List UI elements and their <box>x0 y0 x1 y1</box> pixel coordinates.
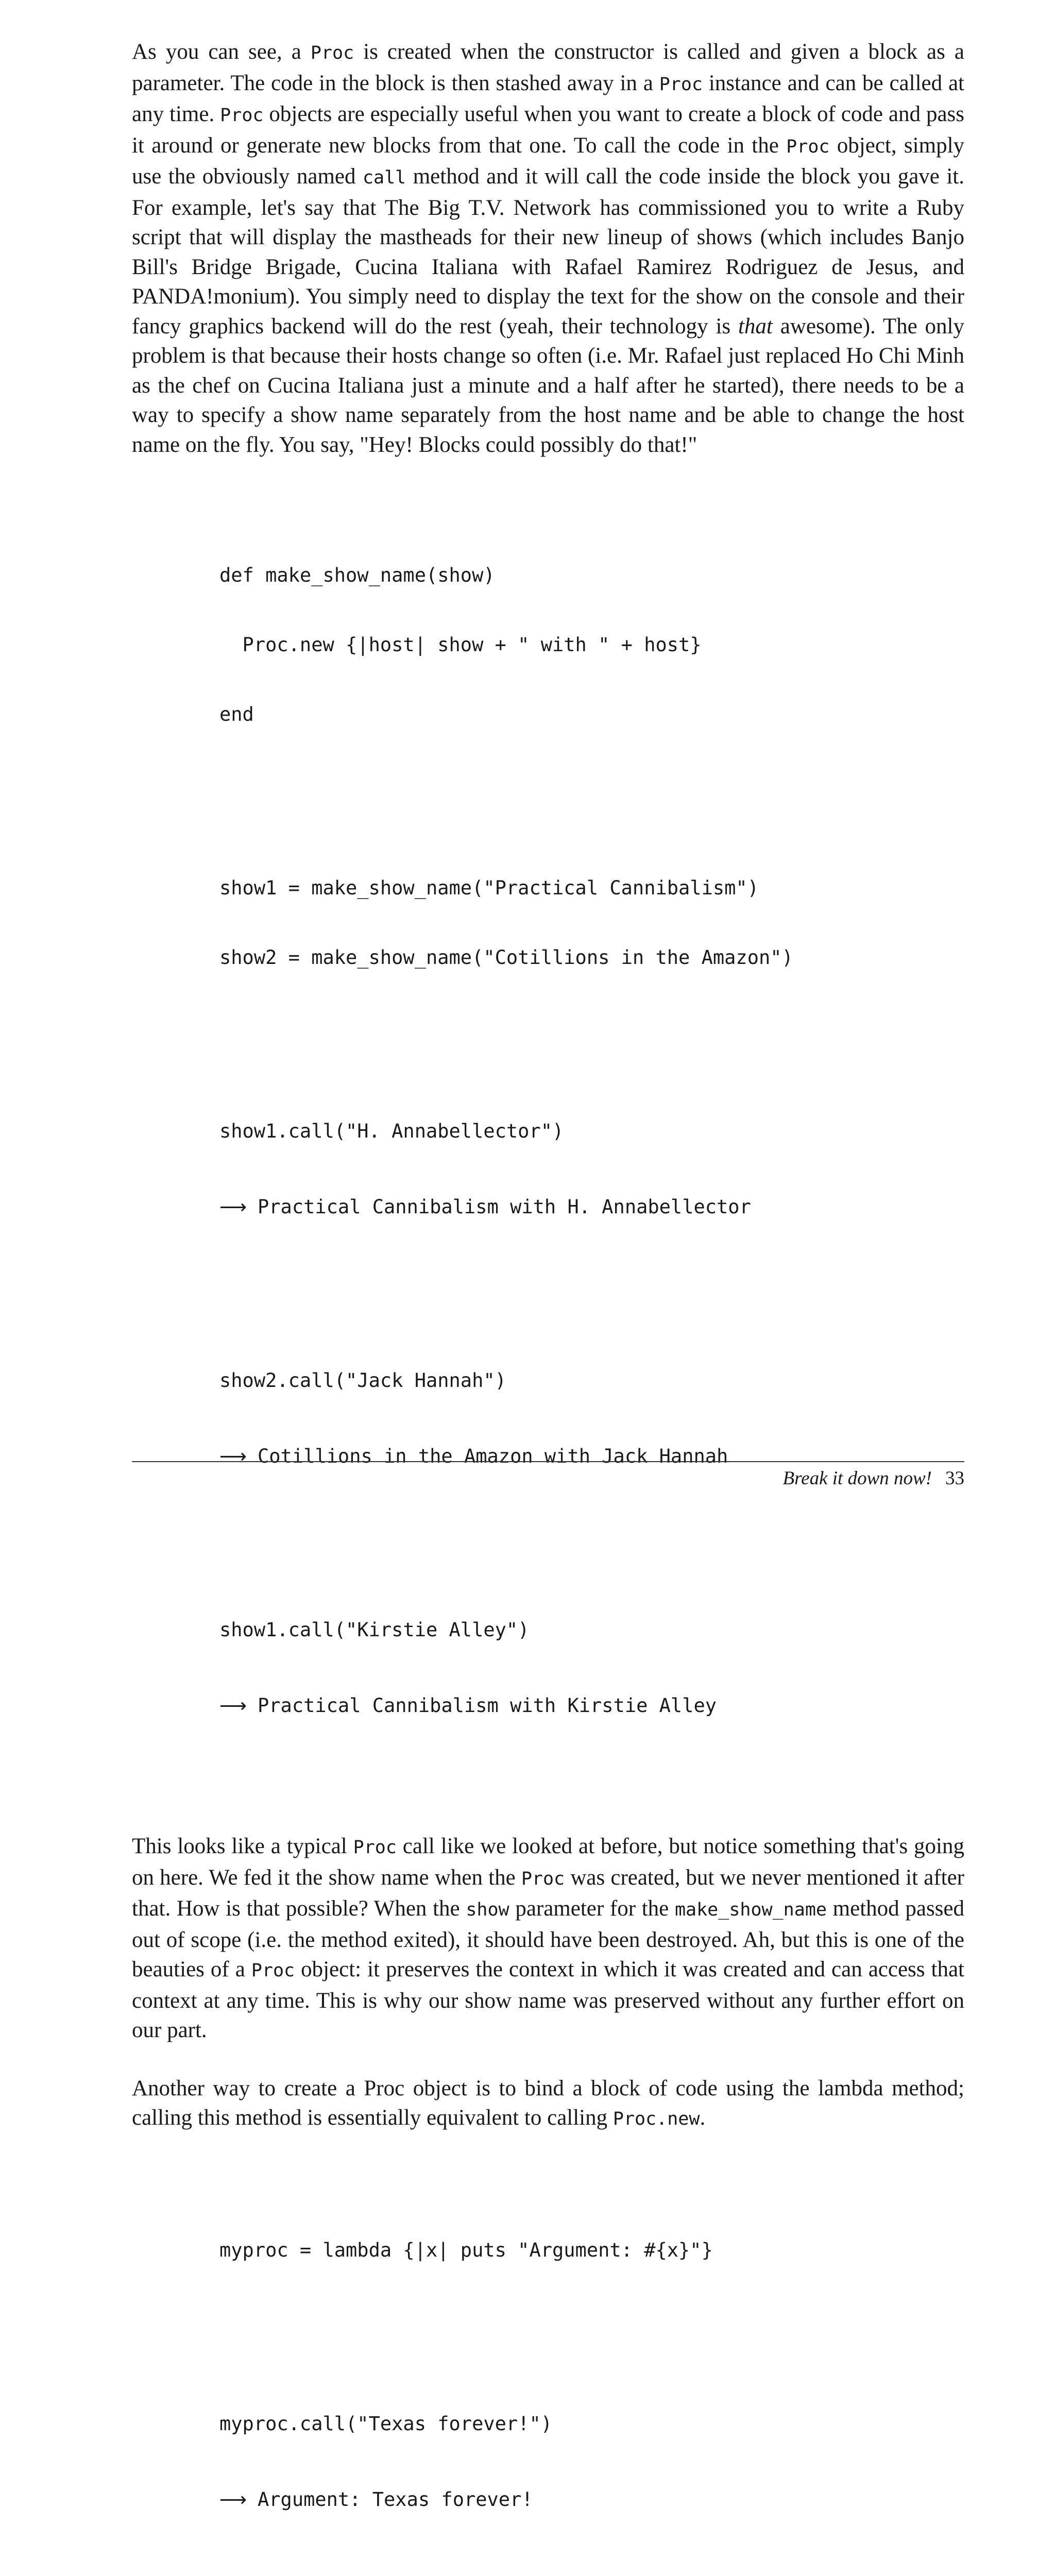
text-run: was created, but we never mentioned it after that. How is that possible? When the <box>132 1866 964 1921</box>
code-line: myproc.call("Texas forever!") <box>219 2412 964 2435</box>
running-footer <box>132 1467 964 1489</box>
inline-code: Proc <box>659 74 703 95</box>
code-group <box>219 830 964 1015</box>
page-footer <box>132 1461 964 1489</box>
paragraph-proc-context <box>132 1832 964 2045</box>
page-number: 33 <box>945 1468 964 1489</box>
footer-divider <box>132 1461 964 1462</box>
inline-code: Proc.new <box>613 2109 700 2129</box>
code-output-line <box>219 1694 964 1717</box>
inline-code: make_show_name <box>675 1900 827 1920</box>
code-line: show1.call("Kirstie Alley") <box>219 1618 964 1641</box>
text-run: This looks like a typical <box>132 1834 353 1858</box>
page-body <box>132 37 964 2576</box>
inline-code: Proc <box>220 105 263 126</box>
code-line: myproc = lambda {|x| puts "Argument: #{x}"} <box>219 2239 964 2262</box>
output-arrow-icon: ⟶ <box>219 1445 258 1468</box>
code-group <box>219 2366 964 2557</box>
text-run: objects are especially useful when you want to create a block of code and pass it around or generate new blocks from that one. To call the code in the <box>132 102 964 158</box>
inline-code: call <box>363 167 406 188</box>
code-block-show-name <box>219 471 964 1810</box>
running-title: Break it down now! <box>783 1468 932 1489</box>
inline-code: Proc <box>786 137 829 157</box>
paragraph-lambda-intro <box>132 2074 964 2134</box>
code-line: show1 = make_show_name("Practical Cannibalism") <box>219 876 964 900</box>
inline-code: Proc <box>251 1960 295 1981</box>
code-line: show2.call("Jack Hannah") <box>219 1369 964 1392</box>
inline-code: show <box>466 1900 509 1920</box>
text-run: instance and can be called at any time. <box>132 71 964 127</box>
code-line: show2 = make_show_name("Cotillions in the Amazon") <box>219 946 964 969</box>
text-run: method and it will call the code inside the block you gave it. For example, let's say that The Big T.V. Network has commissioned you to write a Ruby script that will display the mastheads for their new lineup of shows (which includes Banjo Bill's Bridge Brigade, Cucina Italiana with Rafael Ramirez Rodriguez de Jesus, and PANDA!monium). You simply need to display the text for the show on the console and their fancy graphics backend will do the rest (yeah, their technology is <box>132 164 964 338</box>
code-output-line <box>219 2488 964 2511</box>
output-arrow-icon: ⟶ <box>219 2488 258 2511</box>
code-output-text: Practical Cannibalism with H. Annabellector <box>258 1196 751 1218</box>
text-run: Another way to create a Proc object is to bind a block of code using the lambda method; calling this method is essentially equivalent to calling <box>132 2076 964 2130</box>
text-run: As you can see, a <box>132 40 311 64</box>
code-line: def make_show_name(show) <box>219 564 964 587</box>
inline-code: Proc <box>311 43 354 63</box>
inline-code: Proc <box>521 1869 565 1889</box>
code-group <box>219 2192 964 2308</box>
code-line: Proc.new {|host| show + " with " + host} <box>219 633 964 656</box>
code-group <box>219 1073 964 1265</box>
text-run: object, simply use the obviously named <box>132 133 964 189</box>
output-arrow-icon: ⟶ <box>219 1195 258 1218</box>
code-output-text: Cotillions in the Amazon with Jack Hannah <box>258 1445 728 1467</box>
text-run: method passed out of scope (i.e. the method exited), it should have been destroyed. Ah, but this is one of the beauties of a <box>132 1896 964 1981</box>
paragraph-proc-intro <box>132 37 964 460</box>
text-run: object: it preserves the context in which it was created and can access that context at any time. This is why our show name was preserved without any further effort on our part. <box>132 1957 964 2042</box>
code-block-lambda <box>219 2146 964 2576</box>
text-run: . <box>700 2106 705 2130</box>
code-output-text: Argument: Texas forever! <box>258 2488 533 2511</box>
inline-code: Proc <box>353 1837 397 1858</box>
output-arrow-icon: ⟶ <box>219 1694 258 1717</box>
code-output-text: Practical Cannibalism with Kirstie Alley <box>258 1694 717 1717</box>
code-line: end <box>219 703 964 726</box>
code-group <box>219 517 964 772</box>
text-run: awesome). The only problem is that because their hosts change so often (i.e. Mr. Rafael just replaced Ho Chi Minh as the chef on Cucina Italiana just a minute and a half after he started), there needs to be a way to specify a show name separately from the host name and be able to change the host name on the fly. You say, "Hey! Blocks could possibly do that!" <box>132 314 964 457</box>
emphasis-text: that <box>738 314 773 338</box>
code-output-line <box>219 1195 964 1218</box>
code-line: show1.call("H. Annabellector") <box>219 1120 964 1143</box>
text-run: parameter for the <box>509 1896 675 1921</box>
code-group <box>219 1572 964 1764</box>
text-run: call like we looked at before, but notice something that's going on here. We fed it the show name when the <box>132 1834 964 1890</box>
text-run: is created when the constructor is called and given a block as a parameter. The code in the block is then stashed away in a <box>132 40 964 95</box>
